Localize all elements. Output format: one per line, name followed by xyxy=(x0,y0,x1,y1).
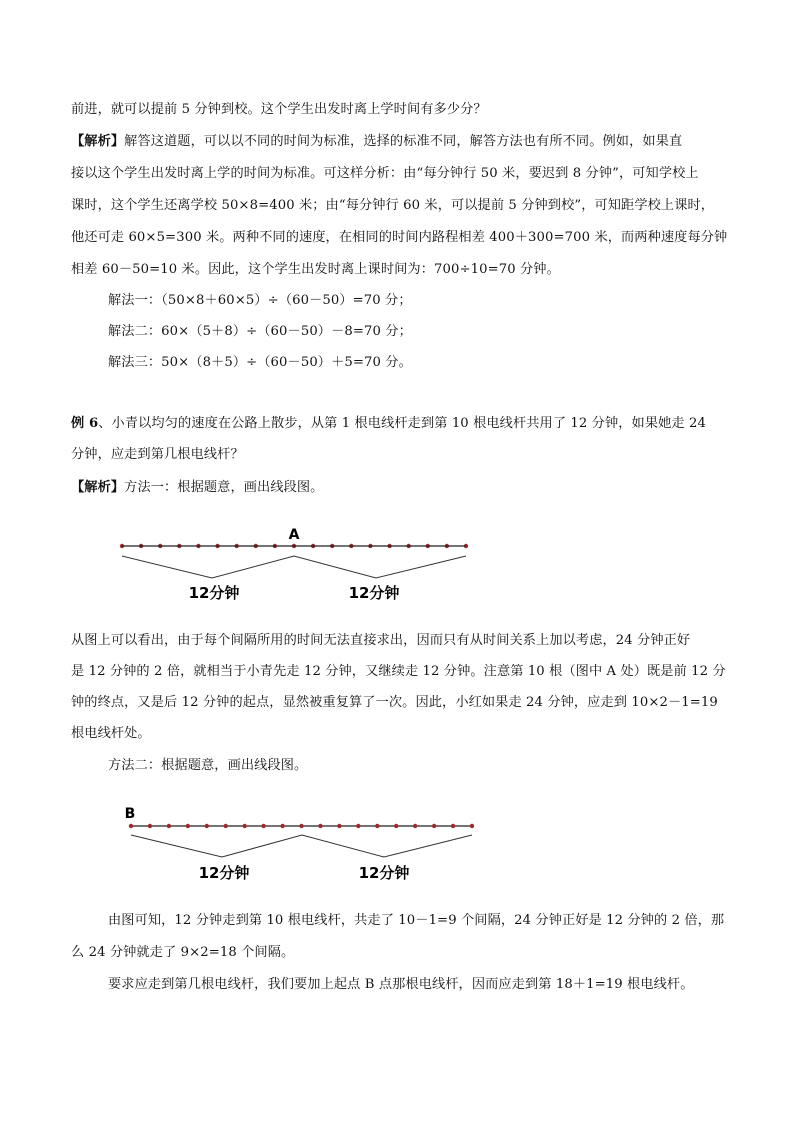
diagram-b-pole-dot xyxy=(375,824,379,828)
diagram-b-pole-dot xyxy=(451,824,455,828)
conclusion-line-1: 由图可知，12 分钟走到第 10 根电线杆，共走了 10－1=9 个间隔，24 分钟正好是 12 分钟的 2 倍，那 xyxy=(108,913,725,928)
explanation-line-1: 从图上可以看出，由于每个间隔所用的时间无法直接求出，因而只有从时间关系上加以考虑，24 分钟正好 xyxy=(71,633,691,648)
diagram-a-pole-dot xyxy=(177,544,181,548)
diagram-a-pole-dot xyxy=(464,544,468,548)
diagram-a-pole-dot xyxy=(254,544,258,548)
diagram-b-pole-dot xyxy=(261,824,265,828)
diagram-b-braces xyxy=(131,835,472,857)
diagram-a-pole-dot xyxy=(158,544,162,548)
analysis-text: 解答这道题，可以以不同的时间为标准，选择的标准不同，解答方法也有所不同。例如，如果直 xyxy=(124,134,683,149)
analysis-paragraph-line-3: 课时，这个学生还离学校 50×8=400 米；由“每分钟行 60 米，可以提前 5 分钟到校”，可知距学校上课时， xyxy=(71,198,715,213)
diagram-a-pole-dot xyxy=(120,544,124,548)
diagram-a-braces xyxy=(122,556,466,578)
diagram-b-pole-dot xyxy=(394,824,398,828)
diagram-b-pole-dot xyxy=(148,824,152,828)
diagram-b-pole-dot xyxy=(337,824,341,828)
diagram-a-pole-dot xyxy=(234,544,238,548)
analysis-paragraph-line-4: 他还可走 60×5=300 米。两种不同的速度，在相同的时间内路程相差 400＋300=700 米，而两种速度每分钟 xyxy=(71,230,728,245)
analysis-tag: 【解析】 xyxy=(71,134,125,149)
conclusion-line-3: 要求应走到第几根电线杆，我们要加上起点 B 点那根电线杆，因而应走到第 18＋1=19 根电线杆。 xyxy=(108,977,694,992)
diagram-b-marker: B xyxy=(124,806,136,822)
analysis-paragraph-line-2: 接以这个学生出发时离上学的时间为标准。可这样分析：由“每分钟行 50 米，要迟到 8 分钟”，可知学校上 xyxy=(71,166,699,181)
example-6-analysis xyxy=(71,479,323,497)
analysis-method-one: 方法一：根据题意，画出线段图。 xyxy=(124,480,324,495)
diagram-b-pole-dot xyxy=(186,824,190,828)
diagram-b-pole-dot xyxy=(242,824,246,828)
diagram-a-pole-dot xyxy=(349,544,353,548)
example-6-line-1 xyxy=(71,415,706,433)
problem-continuation: 前进，就可以提前 5 分钟到校。这个学生出发时离上学时间有多少分？ xyxy=(71,102,487,117)
diagram-a-pole-dot xyxy=(292,544,296,548)
example-6-line-2: 分钟，应走到第几根电线杆？ xyxy=(71,447,244,462)
explanation-line-2: 是 12 分钟的 2 倍，就相当于小青先走 12 分钟，又继续走 12 分钟。注意第 10 根（图中 A 处）既是前 12 分 xyxy=(71,664,726,679)
diagram-a-left-label: 12分钟 xyxy=(188,584,240,602)
diagram-a-pole-dot xyxy=(215,544,219,548)
diagram-b-pole-dot xyxy=(129,824,133,828)
diagram-a-pole-dot xyxy=(368,544,372,548)
diagram-b-pole-dot xyxy=(205,824,209,828)
diagram-b-pole-dot xyxy=(318,824,322,828)
diagram-a-pole-dot xyxy=(311,544,315,548)
diagram-a-poles xyxy=(120,544,468,548)
method-two-heading: 方法二：根据题意，画出线段图。 xyxy=(108,758,308,773)
diagram-a-pole-dot xyxy=(387,544,391,548)
method-one: 解法一：（50×8＋60×5）÷（60－50）=70 分； xyxy=(108,293,412,308)
diagram-b-pole-dot xyxy=(299,824,303,828)
diagram-a-pole-dot xyxy=(406,544,410,548)
diagram-b-pole-dot xyxy=(167,824,171,828)
analysis-paragraph-line-1 xyxy=(71,133,682,151)
explanation-line-4: 根电线杆处。 xyxy=(71,726,151,741)
analysis-tag-2: 【解析】 xyxy=(71,480,125,495)
diagram-a-right-label: 12分钟 xyxy=(348,584,400,602)
diagram-b-pole-dot xyxy=(356,824,360,828)
diagram-b-poles xyxy=(129,824,474,828)
diagram-b-pole-dot xyxy=(432,824,436,828)
diagram-a-marker: A xyxy=(288,527,300,543)
example-6-text: 、小青以均匀的速度在公路上散步，从第 1 根电线杆走到第 10 根电线杆共用了 12 分钟，如果她走 24 xyxy=(98,416,706,431)
diagram-b-left-label: 12分钟 xyxy=(198,864,250,882)
method-two: 解法二：60×（5＋8）÷（60－50）－8=70 分； xyxy=(108,324,412,339)
method-three: 解法三：50×（8＋5）÷（60－50）＋5=70 分。 xyxy=(108,355,412,370)
diagram-a-pole-dot xyxy=(330,544,334,548)
diagram-a-pole-dot xyxy=(445,544,449,548)
diagram-a-pole-dot xyxy=(139,544,143,548)
explanation-line-3: 钟的终点，又是后 12 分钟的起点，显然被重复算了一次。因此，小红如果走 24 分钟，应走到 10×2－1=19 xyxy=(71,695,718,710)
conclusion-line-2: 么 24 分钟就走了 9×2=18 个间隔。 xyxy=(71,945,295,960)
diagram-b-pole-dot xyxy=(470,824,474,828)
diagram-b-right-label: 12分钟 xyxy=(358,864,410,882)
diagram-b-pole-dot xyxy=(280,824,284,828)
analysis-paragraph-line-5: 相差 60－50=10 米。因此，这个学生出发时离上课时间为：700÷10=70 分钟。 xyxy=(71,262,560,277)
example-6-label: 例 6 xyxy=(71,416,99,431)
diagram-b-pole-dot xyxy=(224,824,228,828)
diagram-a-pole-dot xyxy=(273,544,277,548)
diagram-b-pole-dot xyxy=(413,824,417,828)
diagram-a-pole-dot xyxy=(426,544,430,548)
diagram-a-pole-dot xyxy=(196,544,200,548)
